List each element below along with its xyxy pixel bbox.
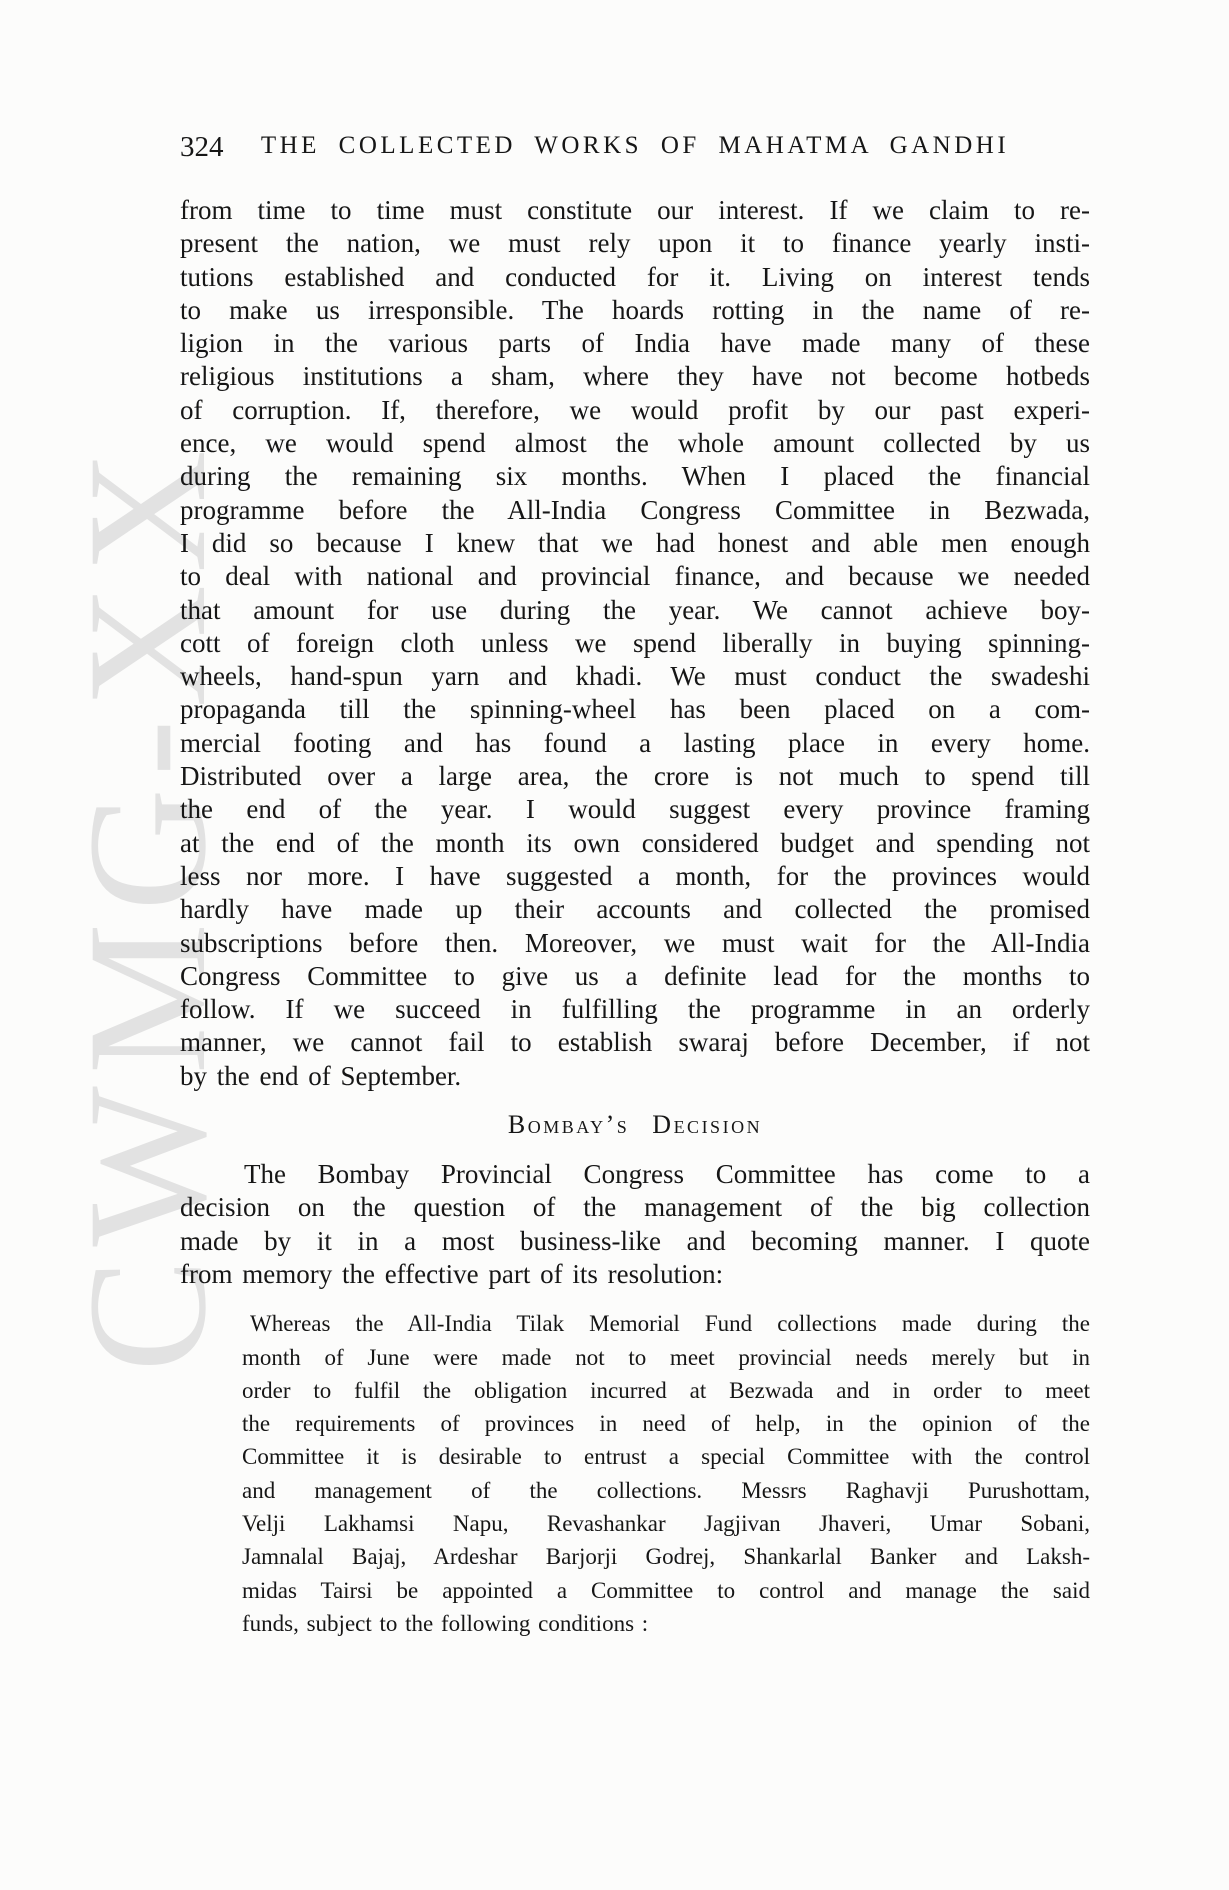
text-line: subscriptions before then. Moreover, we must wait for the All-India <box>180 927 1090 958</box>
page-header <box>180 129 1090 169</box>
text-line: Jamnalal Bajaj, Ardeshar Barjorji Godrej, Shankarlal Banker and Laksh- <box>242 1544 1090 1570</box>
running-title: THE COLLECTED WORKS OF MAHATMA GANDHI <box>260 132 1010 159</box>
text-line: wheels, hand-spun yarn and khadi. We must conduct the swadeshi <box>180 661 1090 692</box>
text-line: from time to time must constitute our interest. If we claim to re- <box>180 195 1090 225</box>
paragraph-continuation <box>180 194 1090 1093</box>
text-line: that amount for use during the year. We cannot achieve boy- <box>180 594 1090 625</box>
text-line: to deal with national and provincial finance, and because we needed <box>180 561 1090 592</box>
text-line: the end of the year. I would suggest every province framing <box>180 794 1090 825</box>
text-line: ligion in the various parts of India have made many of these <box>180 328 1090 359</box>
text-line: hardly have made up their accounts and collected the promised <box>180 894 1090 925</box>
text-line: religious institutions a sham, where they have not become hotbeds <box>180 361 1090 392</box>
text-line: Whereas the All-India Tilak Memorial Fund collections made during the <box>250 1311 1090 1337</box>
text-line: mercial footing and has found a lasting place in every home. <box>180 727 1090 758</box>
text-line: during the remaining six months. When I placed the financial <box>180 461 1090 492</box>
text-line: propaganda till the spinning-wheel has been placed on a com- <box>180 694 1090 725</box>
text-line: less nor more. I have suggested a month, for the provinces would <box>180 860 1090 891</box>
watermark-cwmg: CWMG-XX <box>53 438 241 1372</box>
text-line: present the nation, we must rely upon it to finance yearly insti- <box>180 228 1090 259</box>
text-line: at the end of the month its own considered budget and spending not <box>180 827 1090 858</box>
text-line: midas Tairsi be appointed a Committee to control and manage the said <box>242 1577 1090 1603</box>
text-line: cott of foreign cloth unless we spend liberally in buying spinning- <box>180 627 1090 658</box>
text-line: to make us irresponsible. The hoards rotting in the name of re- <box>180 294 1090 325</box>
text-line: tutions established and conducted for it. Living on interest tends <box>180 261 1090 292</box>
text-line: programme before the All-India Congress Committee in Bezwada, <box>180 494 1090 525</box>
text-line: order to fulfil the obligation incurred at Bezwada and in order to meet <box>242 1377 1090 1403</box>
text-line: and management of the collections. Messrs Raghavji Purushottam, <box>242 1477 1090 1503</box>
text-line: the requirements of provinces in need of help, in the opinion of the <box>242 1411 1090 1437</box>
block-quote-resolution <box>180 1307 1090 1640</box>
text-line: decision on the question of the management of the big collection <box>180 1192 1090 1223</box>
text-line: from memory the effective part of its resolution: <box>180 1258 724 1289</box>
text-line: ence, we would spend almost the whole amount collected by us <box>180 428 1090 459</box>
paragraph-bombay-decision <box>180 1158 1090 1291</box>
text-line: manner, we cannot fail to establish swaraj before December, if not <box>180 1027 1090 1058</box>
text-line: of corruption. If, therefore, we would profit by our past experi- <box>180 394 1090 425</box>
section-heading: Bombay’s Decision <box>507 1110 763 1140</box>
text-line: made by it in a most business-like and becoming manner. I quote <box>180 1225 1090 1256</box>
text-line: funds, subject to the following conditions : <box>242 1610 649 1636</box>
body-text-column <box>180 194 1090 1640</box>
text-line: Velji Lakhamsi Napu, Revashankar Jagjivan Jhaveri, Umar Sobani, <box>242 1510 1090 1536</box>
text-line: I did so because I knew that we had honest and able men enough <box>180 527 1090 558</box>
text-line: month of June were made not to meet provincial needs merely but in <box>242 1344 1090 1370</box>
text-line: The Bombay Provincial Congress Committee has come to a <box>244 1159 1090 1190</box>
page-number: 324 <box>180 131 224 163</box>
text-line: Congress Committee to give us a definite lead for the months to <box>180 960 1090 991</box>
text-line: Distributed over a large area, the crore is not much to spend till <box>180 761 1090 792</box>
text-line: by the end of September. <box>180 1060 462 1091</box>
text-line: Committee it is desirable to entrust a special Committee with the control <box>242 1444 1090 1470</box>
text-line: follow. If we succeed in fulfilling the programme in an orderly <box>180 994 1090 1025</box>
